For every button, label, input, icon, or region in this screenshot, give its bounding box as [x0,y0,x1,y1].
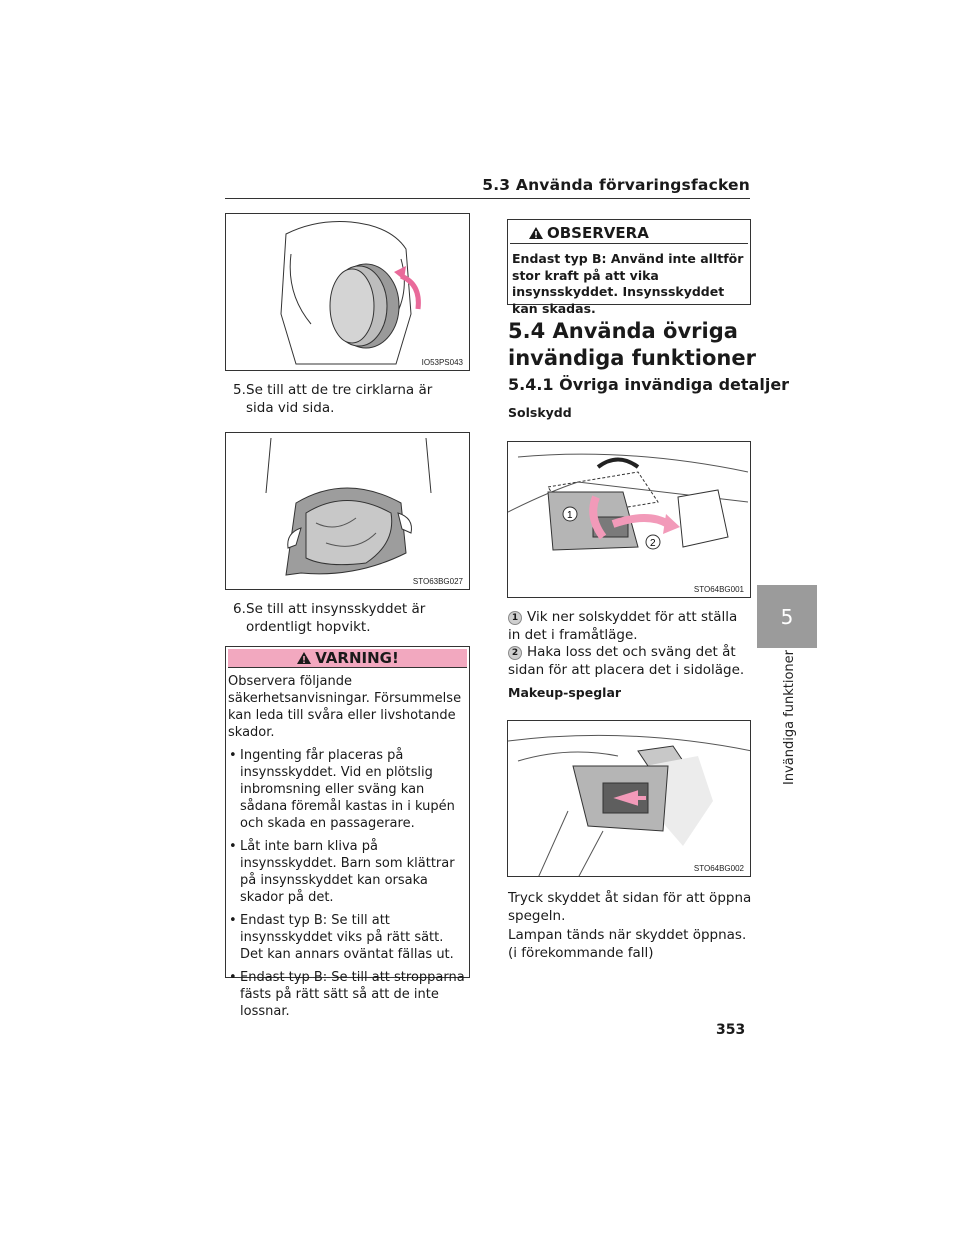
warning-header [228,649,467,668]
sunvisor-heading: Solskydd [508,405,572,420]
subsection-heading: 5.4.1 Övriga invändiga detaljer [508,375,790,394]
bullet-text: Endast typ B: Se till att insynsskyddet viks på rätt sätt. Det kan annars oväntat fällas ut. [240,913,454,962]
figure-folded-cover [225,432,470,590]
warning-intro: Observera följande säkerhetsanvisningar. Försummelse kan leda till svåra eller livshotande skador. [228,674,462,740]
figure-code: STO63BG027 [412,577,463,586]
warning-box [225,646,470,1019]
makeup-text-1: Tryck skyddet åt sidan för att öppna spegeln. [508,890,752,924]
warning-bullet [228,747,465,832]
step-circle-marker: 1 [508,611,522,625]
bullet-marker: • [229,970,237,985]
figure-fold-cover [225,213,470,371]
step-text: Se till att de tre cirklarna är sida vid sida. [246,382,433,416]
bullet-marker: • [229,839,237,854]
chapter-tab [757,585,817,648]
step-text: Se till att insynsskyddet är ordentligt hopvikt. [246,601,426,635]
bullet-marker: • [229,748,237,763]
note-text: Endast typ B: Använd inte alltför stor kraft på att vika insynsskyddet. Insynsskyddet kan skadas. [512,251,744,316]
note-title: OBSERVERA [547,223,649,242]
callout-2-marker: 2 [650,538,656,549]
figure-code: STO64BG001 [693,585,744,594]
callout-1-marker: 1 [567,510,573,521]
section-header-title: 5.3 Använda förvaringsfacken [482,176,750,194]
caution-triangle-icon [528,226,544,240]
warning-bullet [228,838,465,906]
step-6 [233,600,467,636]
chapter-number: 5 [780,604,794,629]
sun-visor-illustration [508,442,751,598]
figure-code: STO64BG002 [693,864,744,873]
folded-cover-illustration [226,433,470,590]
bullet-text: Låt inte barn kliva på insynsskyddet. Barn som klättrar på insynsskyddet kan orsaka skador på det. [240,839,455,905]
vanity-mirror-illustration [508,721,751,877]
sunvisor-step-2 [508,643,752,679]
section-heading: 5.4 Använda övriga invändiga funktioner [508,319,756,370]
bullet-text: Endast typ B: Se till att stropparna fästs på rätt sätt så att de inte lossnar. [240,970,465,1019]
header-divider [225,198,750,199]
bullet-marker: • [229,913,237,928]
step-text: Vik ner solskyddet för att ställa in det i framåtläge. [508,609,738,643]
page-number: 353 [716,1022,746,1038]
figure-vanity-mirror [507,720,751,877]
warning-bullet [228,912,465,963]
warning-title: VARNING! [315,649,399,667]
step-number: 5. [233,382,246,398]
warning-body [228,673,465,1020]
warning-triangle-icon [296,651,312,665]
step-number: 6. [233,601,246,617]
chapter-side-label [760,650,816,790]
makeup-heading: Makeup-speglar [508,685,622,700]
step-5 [233,381,463,417]
person-folding-cover-illustration [226,214,470,371]
chapter-title: Invändiga funktioner [782,649,797,785]
sunvisor-step-1 [508,608,752,644]
figure-sun-visor [507,441,751,598]
step-text: Haka loss det och sväng det åt sidan för att placera det i sidoläge. [508,644,745,678]
bullet-text: Ingenting får placeras på insynsskyddet. Vid en plötslig inbromsning eller sväng kan sådana föremål kastas in i kupén och skada en passagerare. [240,748,455,831]
note-header [510,222,748,244]
makeup-text-2: Lampan tänds när skyddet öppnas. (i förekommande fall) [508,927,747,961]
note-box [507,219,751,316]
step-circle-marker: 2 [508,646,522,660]
figure-code: IO53PS043 [421,358,463,367]
warning-bullet [228,969,465,1020]
